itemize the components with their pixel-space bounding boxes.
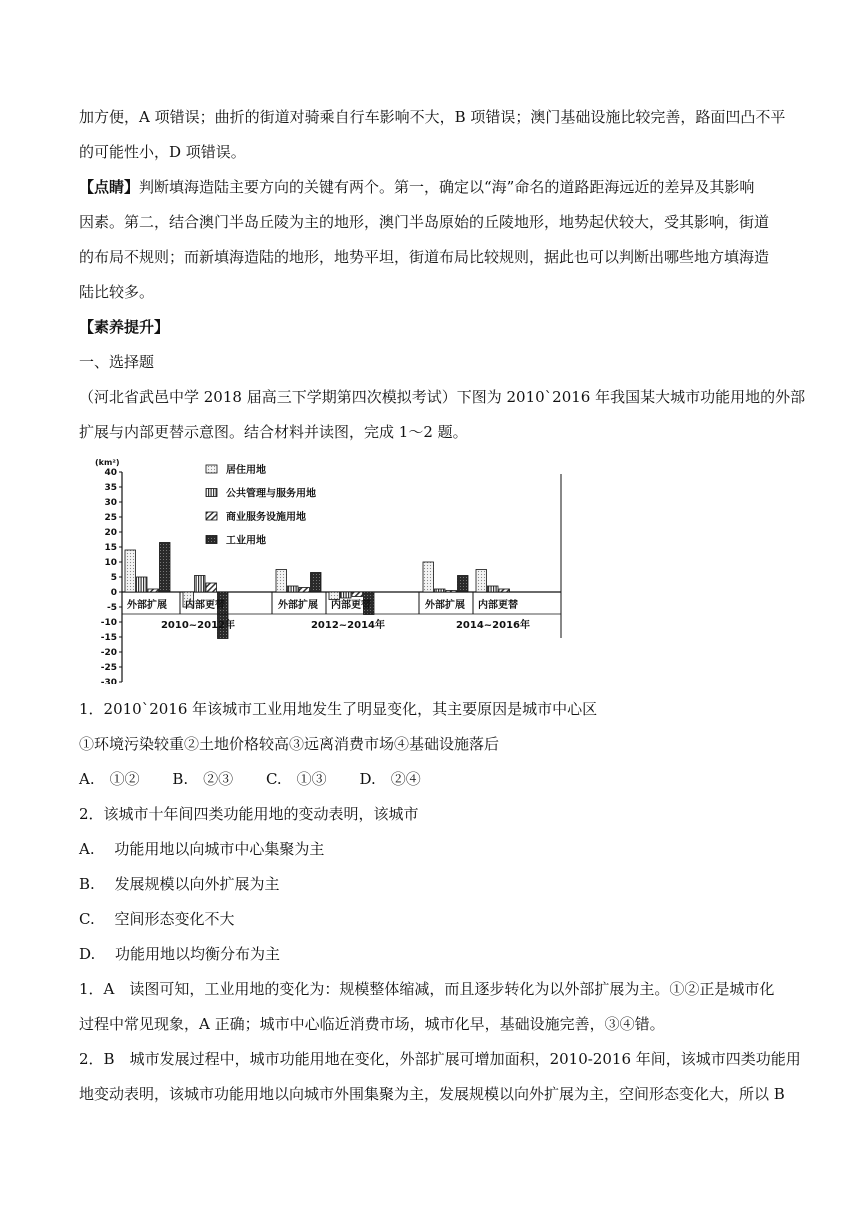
bar (299, 588, 310, 593)
question-2 (79, 797, 785, 972)
y-tick-label: 30 (104, 498, 117, 508)
material-paragraph (79, 380, 806, 450)
y-tick-label: -15 (100, 633, 117, 643)
bar (160, 543, 171, 593)
bar (311, 573, 322, 593)
period-label: 2014~2016年 (455, 620, 531, 631)
text-line: 扩展与内部更替示意图。结合材料并读图，完成 1～2 题。 (79, 423, 468, 441)
y-tick-label: 10 (104, 558, 117, 568)
bar (341, 592, 352, 598)
bar (125, 550, 136, 592)
option-c[interactable]: C. ①③ (265, 770, 327, 788)
y-tick-label: 5 (110, 573, 117, 583)
text-line: （河北省武邑中学 2018 届高三下学期第四次模拟考试）下图为 2010`2016 年我国某大城市功能用地的外部 (79, 388, 806, 406)
bar (276, 570, 287, 593)
y-unit-label: (km²) (95, 458, 120, 467)
option-row (79, 762, 785, 797)
subsection-title: 一、选择题 (79, 353, 155, 371)
text-line: 1．A 读图可知，工业用地的变化为：规模整体缩减，而且逐步转化为以外部扩展为主。①②正是城市化 (79, 980, 775, 998)
y-tick-label: 25 (104, 513, 117, 523)
text-line: 2．B 城市发展过程中，城市功能用地在变化，外部扩展可增加面积，2010-2016 年间，该城市四类功能用 (79, 1050, 801, 1068)
subgroup-label: 内部更替 (185, 600, 225, 611)
subgroup-label: 外部扩展 (278, 600, 318, 611)
answer-2 (79, 1042, 801, 1112)
subgroup-label: 内部更替 (331, 600, 371, 611)
bar (476, 570, 487, 593)
legend-swatch (206, 489, 217, 497)
question-stem: 1．2010`2016 年该城市工业用地发生了明显变化，其主要原因是城市中心区 (79, 700, 598, 718)
bar (423, 562, 434, 592)
answer-1 (79, 972, 785, 1042)
option-a[interactable]: A. ①② (79, 770, 140, 788)
question-statements: ①环境污染较重②土地价格较高③远离消费市场④基础设施落后 (79, 735, 500, 753)
bar (352, 592, 363, 597)
subgroup-label: 内部更替 (478, 600, 518, 611)
text-line: 陆比较多。 (79, 283, 155, 301)
subgroup-label: 外部扩展 (127, 600, 167, 611)
section-title: 【素养提升】 (79, 318, 170, 336)
bar (435, 589, 446, 592)
bar (206, 583, 217, 592)
text-line: 加方便，A 项错误；曲折的街道对骑乘自行车影响不大，B 项错误；澳门基础设施比较完善，路面凹凸不平 (79, 108, 786, 126)
y-tick-label: -25 (100, 663, 117, 673)
legend-swatch (206, 536, 217, 544)
text-line: 地变动表明，该城市功能用地以向城市外围集聚为主，发展规模以向外扩展为主，空间形态变化大，所以 B (79, 1085, 785, 1103)
y-tick-label: -20 (100, 648, 117, 658)
y-tick-label: -10 (100, 618, 117, 628)
period-label: 2012~2014年 (310, 620, 386, 631)
document-page (79, 100, 806, 1112)
option-c[interactable]: C. 空间形态变化不大 (79, 910, 235, 928)
bar (458, 576, 469, 593)
y-tick-label: 0 (110, 588, 117, 598)
option-b[interactable]: B. ②③ (172, 770, 234, 788)
option-d[interactable]: D. 功能用地以均衡分布为主 (79, 945, 281, 963)
y-tick-label: 20 (104, 528, 117, 538)
text-line: 的可能性小，D 项错误。 (79, 143, 246, 161)
y-tick-label: 15 (104, 543, 117, 553)
land-use-chart (93, 456, 563, 684)
option-d[interactable]: D. ②④ (359, 770, 421, 788)
text-line: 过程中常见现象，A 正确；城市中心临近消费市场，城市化早，基础设施完善，③④错。 (79, 1015, 665, 1033)
bar (218, 592, 229, 639)
intro-paragraph (79, 100, 785, 170)
option-a[interactable]: A. 功能用地以向城市中心集聚为主 (79, 840, 325, 858)
tip-label: 【点睛】 (79, 178, 140, 196)
subgroup-label: 外部扩展 (425, 600, 465, 611)
y-tick-label: -30 (100, 678, 117, 684)
text-line: 的布局不规则；而新填海造陆的地形，地势平坦，街道布局比较规则，据此也可以判断出哪些地方填海造 (79, 248, 770, 266)
legend-label: 公共管理与服务用地 (226, 488, 316, 500)
bar (446, 591, 457, 593)
y-tick-label: 40 (104, 468, 117, 478)
legend-swatch (206, 512, 217, 520)
bar (499, 589, 510, 592)
bar (195, 576, 206, 593)
bar (148, 589, 159, 592)
legend-swatch (206, 465, 217, 473)
text-line: 因素。第二，结合澳门半岛丘陵为主的地形，澳门半岛原始的丘陵地形，地势起伏较大，受其影响，街道 (79, 213, 770, 231)
y-tick-label: -5 (107, 603, 117, 613)
bar-chart-svg (93, 456, 563, 684)
bar (288, 586, 299, 592)
legend-label: 商业服务设施用地 (226, 512, 306, 523)
y-tick-label: 35 (104, 483, 117, 493)
bar (137, 577, 148, 592)
question-1 (79, 692, 785, 797)
legend-label: 工业用地 (226, 535, 266, 547)
text-line: 判断填海造陆主要方向的关键有两个。第一，确定以“海”命名的道路距海远近的差异及其影响 (139, 178, 755, 196)
option-b[interactable]: B. 发展规模以向外扩展为主 (79, 875, 280, 893)
legend-label: 居住用地 (226, 465, 266, 476)
bar (329, 592, 340, 600)
question-stem: 2．该城市十年间四类功能用地的变动表明，该城市 (79, 805, 419, 823)
period-label: 2010~2012年 (160, 620, 236, 631)
tip-paragraph (79, 170, 785, 310)
bar (488, 586, 499, 592)
